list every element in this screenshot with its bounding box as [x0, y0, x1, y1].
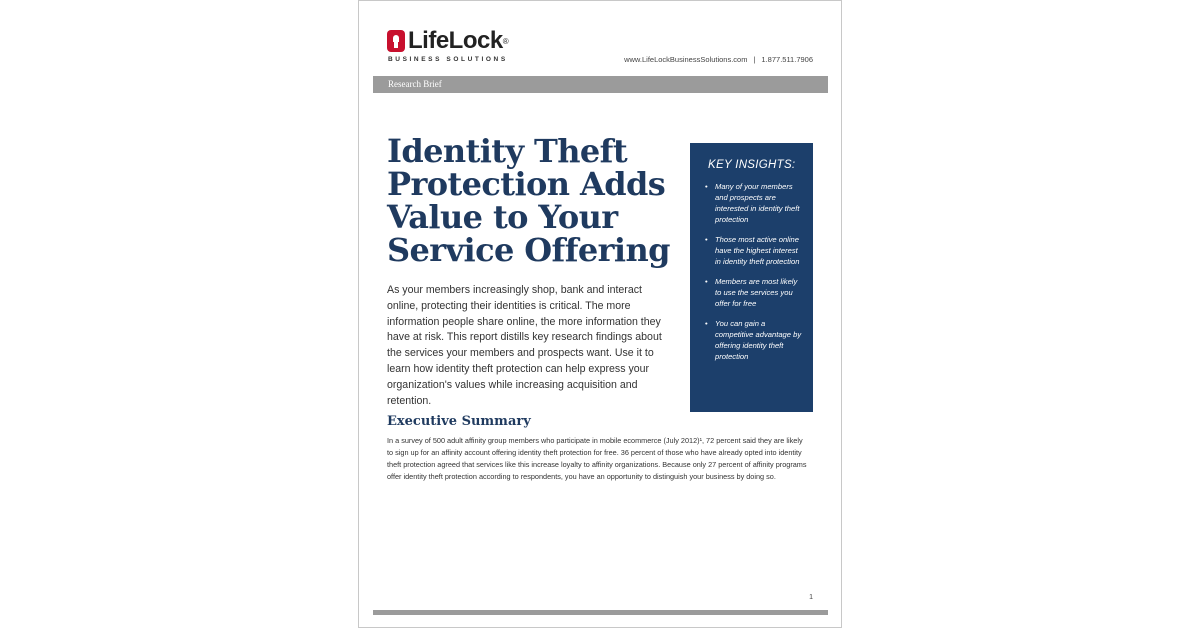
website-link[interactable]: www.LifeLockBusinessSolutions.com	[624, 55, 748, 64]
contact-separator: |	[753, 55, 756, 64]
document-page	[358, 0, 842, 628]
footer-bar	[373, 610, 828, 615]
research-brief-bar	[373, 76, 828, 93]
executive-summary-heading: Executive Summary	[387, 414, 531, 429]
page-number: 1	[809, 594, 813, 601]
key-insights-list	[708, 181, 803, 362]
research-brief-label: Research Brief	[388, 79, 442, 89]
key-insight-item: • Members are most likely to use the services you offer for free	[708, 276, 803, 309]
logo-subtitle: BUSINESS SOLUTIONS	[388, 56, 508, 63]
executive-summary-body: In a survey of 500 adult affinity group members who participate in mobile ecommerce (July 2012)¹, 72 percent said they are likely to sign up for an affinity account offering identity theft protection for free. 36 percent of those who have already opted into identity theft protection agreed that services like this increase loyalty to affinity organizations. Because only 27 percent of affinity programs offer identity theft protection according to respondents, you have an opportunity to distinguish your business by doing so.	[387, 436, 807, 481]
lock-icon	[387, 30, 405, 52]
key-insights-heading: KEY INSIGHTS:	[708, 159, 796, 171]
contact-info	[624, 55, 813, 64]
logo-wordmark: LifeLock	[408, 27, 503, 54]
key-insight-item: • Those most active online have the highest interest in identity theft protection	[708, 234, 803, 267]
document-title: Identity Theft Protection Adds Value to Your Service Offering	[387, 132, 670, 269]
key-insight-item: • You can gain a competitive advantage by offering identity theft protection	[708, 318, 803, 362]
phone-number: 1.877.511.7906	[761, 55, 813, 64]
key-insights-box	[690, 143, 813, 412]
key-insight-item: • Many of your members and prospects are interested in identity theft protection	[708, 181, 803, 225]
lifelock-logo	[387, 29, 509, 63]
intro-paragraph: As your members increasingly shop, bank and interact online, protecting their identities is critical. The more information people share online, the more information they have at risk. This report distills key research findings about the services your members and prospects want. Use it to learn how identity theft protection can help express your organization's values while increasing acquisition and retention.	[387, 284, 662, 407]
logo-trademark: ®	[502, 36, 509, 46]
